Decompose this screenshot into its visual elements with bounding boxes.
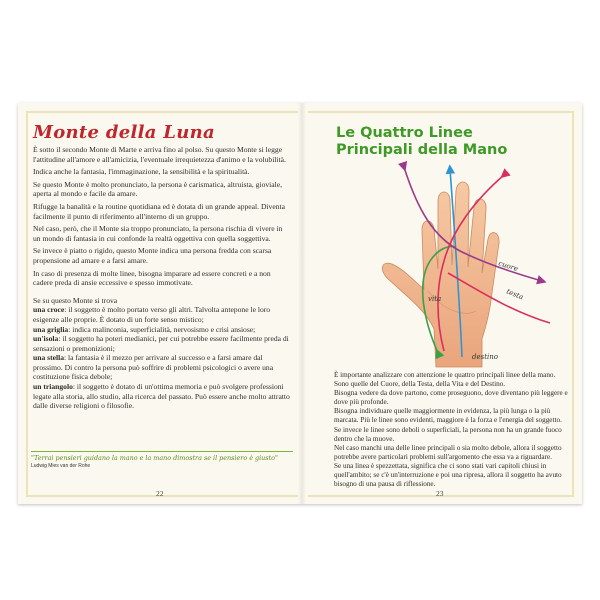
intro-paragraph: Se invece è piatto o rigido, questo Monte indica una persona fredda con scarsa propensione ad amare e a farsi amare. xyxy=(33,246,272,265)
right-page-body xyxy=(334,371,570,489)
body-paragraph: Nel caso manchi una delle linee principali o sia molto debole, allora il soggetto potrebbe avere particolari problemi sull'argomento che essa va a riguardare. xyxy=(334,443,562,461)
label-head: testa xyxy=(505,287,525,302)
body-paragraph: Bisogna vedere da dove partono, come proseguono, dove diventano più leggere e dove più profonde. xyxy=(334,389,568,407)
page-number-right: 23 xyxy=(436,489,444,498)
sign-item-triangle xyxy=(33,382,291,411)
hand-illustration xyxy=(364,161,554,371)
body-paragraph: Se invece le linee sono deboli o superficiali, la persona non ha un grande fuoco dentro che la muove. xyxy=(334,425,562,443)
intro-paragraph: Indica anche la fantasia, l'immaginazione, la sensibilità e la spiritualità. xyxy=(33,167,250,177)
intro-paragraph: È sotto il secondo Monte di Marte e arriva fino al polso. Su questo Monte si legge l'attitudine all'amore e all'amicizia, l'eventuale irrequietezza d'animo e la volubilità. xyxy=(33,145,286,164)
signs-intro: Se su questo Monte si trova xyxy=(33,295,118,305)
body-paragraph: Se una linea è spezzettata, significa che ci sono stati vari capitoli chiusi in quell'ambito; se c'è un'interruzione e poi una ripresa, allora il soggetto ha avuto bisogno di una pausa di riflessione. xyxy=(334,461,562,489)
sign-desc: : il soggetto è molto portato verso gli altri. Talvolta antepone le loro esigenze alle proprie. È dotato di un forte senso mistico; xyxy=(33,305,271,324)
sign-desc: : indica malinconia, superficialità, nervosismo e crisi ansiose; xyxy=(68,324,256,334)
book-spread xyxy=(18,103,582,504)
label-life: vita xyxy=(428,295,442,303)
body-paragraph: Bisogna individuare quelle maggiormente in evidenza, la più lunga o la più marcata. Più le linee sono evidenti, maggiore è la forza e l'energia del soggetto. xyxy=(334,407,562,425)
sign-item-cross xyxy=(33,305,291,324)
right-title-line-1: Le Quattro Linee xyxy=(336,125,473,141)
sign-term: un'isola xyxy=(33,334,59,344)
right-page xyxy=(302,103,582,504)
intro-paragraph: Se questo Monte è molto pronunciato, la persona è carismatica, altruista, gioviale, aperta al mondo e facile da amare. xyxy=(33,179,283,199)
intro-paragraph: Rifugge la banalità e la routine quotidiana ed è dotata di un grande appeal. Diventa facilmente il punto di riferimento all'interno di un gruppo. xyxy=(33,201,285,221)
sign-term: una griglia xyxy=(33,324,69,334)
sign-item-grid xyxy=(33,325,291,335)
palm-lines-diagram xyxy=(364,161,554,371)
sign-term: una stella xyxy=(33,353,65,363)
intro-paragraph: Nel caso, però, che il Monte sia troppo pronunciato, la persona rischia di vivere in un mondo di fantasia in cui confonde la realtà oggettiva con quella soggettiva. xyxy=(33,224,283,243)
left-page-body xyxy=(33,145,291,411)
right-title-line-2: Principali della Mano xyxy=(336,142,508,158)
sign-desc: : il soggetto ha poteri medianici, per cui potrebbe essere facilmente preda di sensazioni o premonizioni; xyxy=(33,334,289,353)
page-number-left: 22 xyxy=(156,489,164,498)
right-page-title xyxy=(336,125,507,159)
label-destiny: destino xyxy=(472,353,498,361)
quote-author: Ludwig Mies van der Rohe xyxy=(31,463,91,469)
sign-desc: : il soggetto è dotato di un'ottima memoria e può svolgere professioni legate alla storia, allo studio, alla ricerca del passato. Può essere anche molto attratto dalle diverse religioni o filosofie. xyxy=(33,382,290,411)
sign-desc: : la fantasia è il mezzo per arrivare al successo e a farsi amare dal prossimo. Di contro la persona può soffrire di problemi psicologici o avere una costituzione fisica debole; xyxy=(33,353,274,382)
body-paragraph: È importante analizzare con attenzione le quattro principali linee della mano. Sono quelle del Cuore, della Testa, della Vita e del Destino. xyxy=(334,371,556,389)
quote-text: "Terrai pensieri guidano la mano e la mano dimostra se il pensiero è giusto" xyxy=(31,454,278,462)
label-heart: cuore xyxy=(497,259,520,274)
quote-box xyxy=(31,451,293,469)
left-page-title: Monte della Luna xyxy=(33,122,215,143)
sign-item-island xyxy=(33,334,291,353)
sign-term: un triangolo xyxy=(33,382,73,392)
intro-paragraph: In caso di presenza di molte linee, bisogna imparare ad essere concreti e a non cadere preda di ansie eccessive e spesso immotivate. xyxy=(33,268,271,288)
sign-term: una croce xyxy=(33,305,65,315)
left-page xyxy=(18,103,302,504)
sign-item-star xyxy=(33,353,291,382)
